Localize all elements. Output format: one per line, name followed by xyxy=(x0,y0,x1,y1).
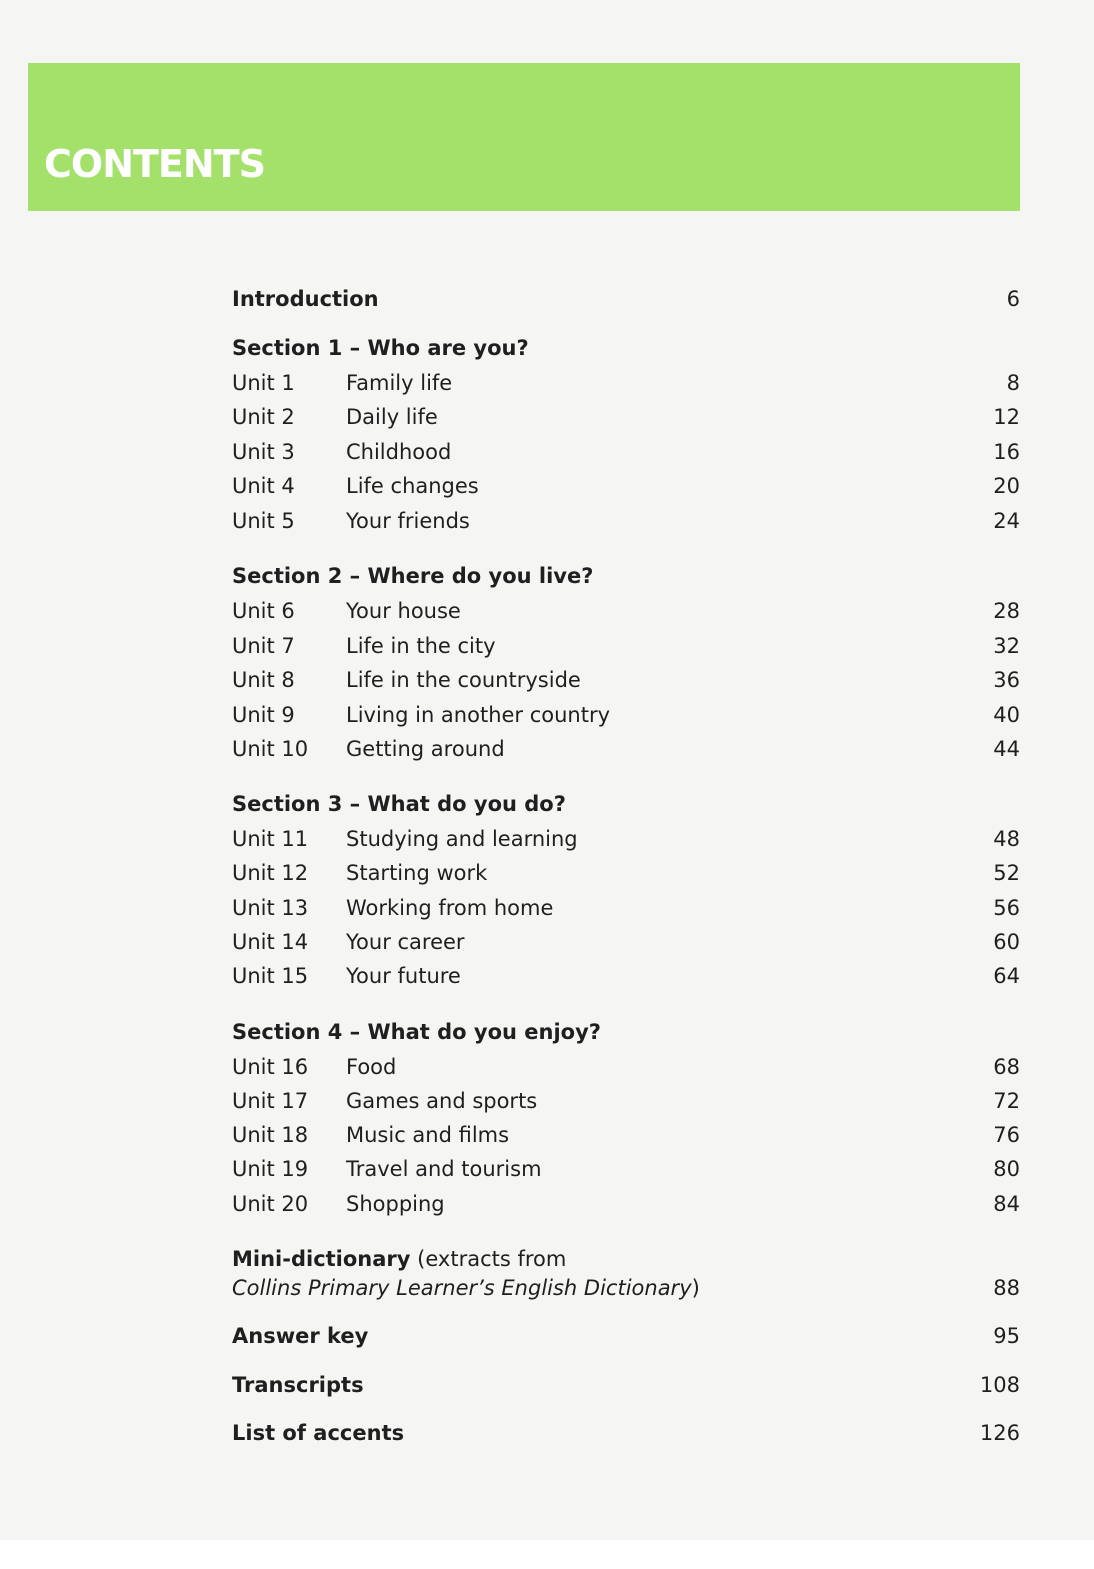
unit-title: Starting work xyxy=(346,861,488,885)
page-number: 32 xyxy=(993,634,1020,658)
toc-entry-unit[interactable] xyxy=(232,469,1020,503)
section-heading xyxy=(232,1015,1020,1049)
unit-title: Getting around xyxy=(346,737,505,761)
toc-entry-answer-key[interactable] xyxy=(232,1319,1020,1353)
unit-label: Unit 12 xyxy=(232,861,309,885)
toc-entry-unit[interactable] xyxy=(232,594,1020,628)
unit-label: Unit 20 xyxy=(232,1192,309,1216)
page-number: 24 xyxy=(993,509,1020,533)
toc-entry-unit[interactable] xyxy=(232,891,1020,925)
toc-entry-unit[interactable] xyxy=(232,366,1020,400)
page-number: 64 xyxy=(993,964,1020,988)
section-heading xyxy=(232,331,1020,365)
toc-entry-unit[interactable] xyxy=(232,1187,1020,1221)
section-heading xyxy=(232,787,1020,821)
unit-label: Unit 8 xyxy=(232,668,295,692)
toc-entry-unit[interactable] xyxy=(232,959,1020,993)
page-number: 80 xyxy=(993,1157,1020,1181)
toc-entry-unit[interactable] xyxy=(232,822,1020,856)
toc-entry-unit[interactable] xyxy=(232,663,1020,697)
unit-title: Your career xyxy=(346,930,465,954)
page-number: 68 xyxy=(993,1055,1020,1079)
section-title: Section 3 – What do you do? xyxy=(232,792,566,816)
unit-label: Unit 9 xyxy=(232,703,295,727)
unit-title: Studying and learning xyxy=(346,827,578,851)
toc-entry-transcripts[interactable] xyxy=(232,1368,1020,1402)
toc-entry-unit[interactable] xyxy=(232,1118,1020,1152)
entry-label: List of accents xyxy=(232,1421,405,1445)
unit-title: Childhood xyxy=(346,440,452,464)
toc-entry-mini-dictionary-line2[interactable] xyxy=(232,1271,1020,1305)
page-number: 44 xyxy=(993,737,1020,761)
section-title: Section 4 – What do you enjoy? xyxy=(232,1020,601,1044)
unit-title: Your friends xyxy=(346,509,470,533)
section-heading xyxy=(232,559,1020,593)
unit-title: Travel and tourism xyxy=(346,1157,542,1181)
page-number: 16 xyxy=(993,440,1020,464)
page-title: CONTENTS xyxy=(44,142,265,186)
unit-title: Family life xyxy=(346,371,453,395)
unit-title: Music and films xyxy=(346,1123,510,1147)
unit-label: Unit 6 xyxy=(232,599,295,623)
entry-label: Answer key xyxy=(232,1324,369,1348)
toc-entry-unit[interactable] xyxy=(232,732,1020,766)
page-number: 48 xyxy=(993,827,1020,851)
unit-label: Unit 18 xyxy=(232,1123,309,1147)
unit-title: Games and sports xyxy=(346,1089,538,1113)
page-number: 84 xyxy=(993,1192,1020,1216)
unit-title: Daily life xyxy=(346,405,438,429)
toc-entry-unit[interactable] xyxy=(232,504,1020,538)
unit-label: Unit 16 xyxy=(232,1055,309,1079)
entry-label: Introduction xyxy=(232,287,379,311)
toc-entry-unit[interactable] xyxy=(232,856,1020,890)
page-number: 20 xyxy=(993,474,1020,498)
page-number: 72 xyxy=(993,1089,1020,1113)
unit-label: Unit 7 xyxy=(232,634,295,658)
toc-entry-unit[interactable] xyxy=(232,698,1020,732)
unit-label: Unit 15 xyxy=(232,964,309,988)
unit-label: Unit 4 xyxy=(232,474,295,498)
unit-label: Unit 5 xyxy=(232,509,295,533)
entry-label: Transcripts xyxy=(232,1373,364,1397)
dictionary-title-end: ) xyxy=(691,1276,700,1300)
toc-entry-unit[interactable] xyxy=(232,1050,1020,1084)
unit-label: Unit 2 xyxy=(232,405,295,429)
dictionary-title: Collins Primary Learner’s English Dictionary xyxy=(232,1276,692,1300)
page-number: 52 xyxy=(993,861,1020,885)
section-title: Section 1 – Who are you? xyxy=(232,336,529,360)
unit-label: Unit 11 xyxy=(232,827,309,851)
toc-entry-list-of-accents[interactable] xyxy=(232,1416,1020,1450)
unit-label: Unit 1 xyxy=(232,371,295,395)
toc-entry-unit[interactable] xyxy=(232,400,1020,434)
unit-title: Shopping xyxy=(346,1192,445,1216)
unit-title: Your house xyxy=(346,599,461,623)
page-number: 108 xyxy=(979,1373,1020,1397)
toc-entry-unit[interactable] xyxy=(232,1084,1020,1118)
unit-label: Unit 10 xyxy=(232,737,309,761)
page-number: 40 xyxy=(993,703,1020,727)
unit-label: Unit 3 xyxy=(232,440,295,464)
unit-title: Your future xyxy=(346,964,461,988)
section-title: Section 2 – Where do you live? xyxy=(232,564,594,588)
toc-entry-unit[interactable] xyxy=(232,1152,1020,1186)
mini-dictionary-label: Mini-dictionary xyxy=(232,1247,411,1271)
page-number: 6 xyxy=(1006,287,1020,311)
page-number: 28 xyxy=(993,599,1020,623)
unit-title: Life in the city xyxy=(346,634,496,658)
entry-label-line2 xyxy=(232,1271,700,1305)
unit-title: Life changes xyxy=(346,474,479,498)
unit-title: Life in the countryside xyxy=(346,668,581,692)
unit-label: Unit 19 xyxy=(232,1157,309,1181)
page-number: 12 xyxy=(993,405,1020,429)
page-number: 126 xyxy=(979,1421,1020,1445)
mini-dictionary-note: (extracts from xyxy=(410,1247,567,1271)
unit-label: Unit 17 xyxy=(232,1089,309,1113)
page-number: 8 xyxy=(1006,371,1020,395)
toc-entry-unit[interactable] xyxy=(232,435,1020,469)
unit-title: Living in another country xyxy=(346,703,611,727)
unit-title: Working from home xyxy=(346,896,554,920)
unit-label: Unit 13 xyxy=(232,896,309,920)
page-number: 60 xyxy=(993,930,1020,954)
unit-label: Unit 14 xyxy=(232,930,309,954)
toc-entry-introduction[interactable] xyxy=(232,282,1020,316)
table-of-contents xyxy=(232,0,1020,1540)
page-number: 36 xyxy=(993,668,1020,692)
page-number: 88 xyxy=(993,1276,1020,1300)
toc-entry-unit[interactable] xyxy=(232,629,1020,663)
page-number: 56 xyxy=(993,896,1020,920)
toc-entry-unit[interactable] xyxy=(232,925,1020,959)
page-number: 76 xyxy=(993,1123,1020,1147)
page-number: 95 xyxy=(993,1324,1020,1348)
unit-title: Food xyxy=(346,1055,397,1079)
